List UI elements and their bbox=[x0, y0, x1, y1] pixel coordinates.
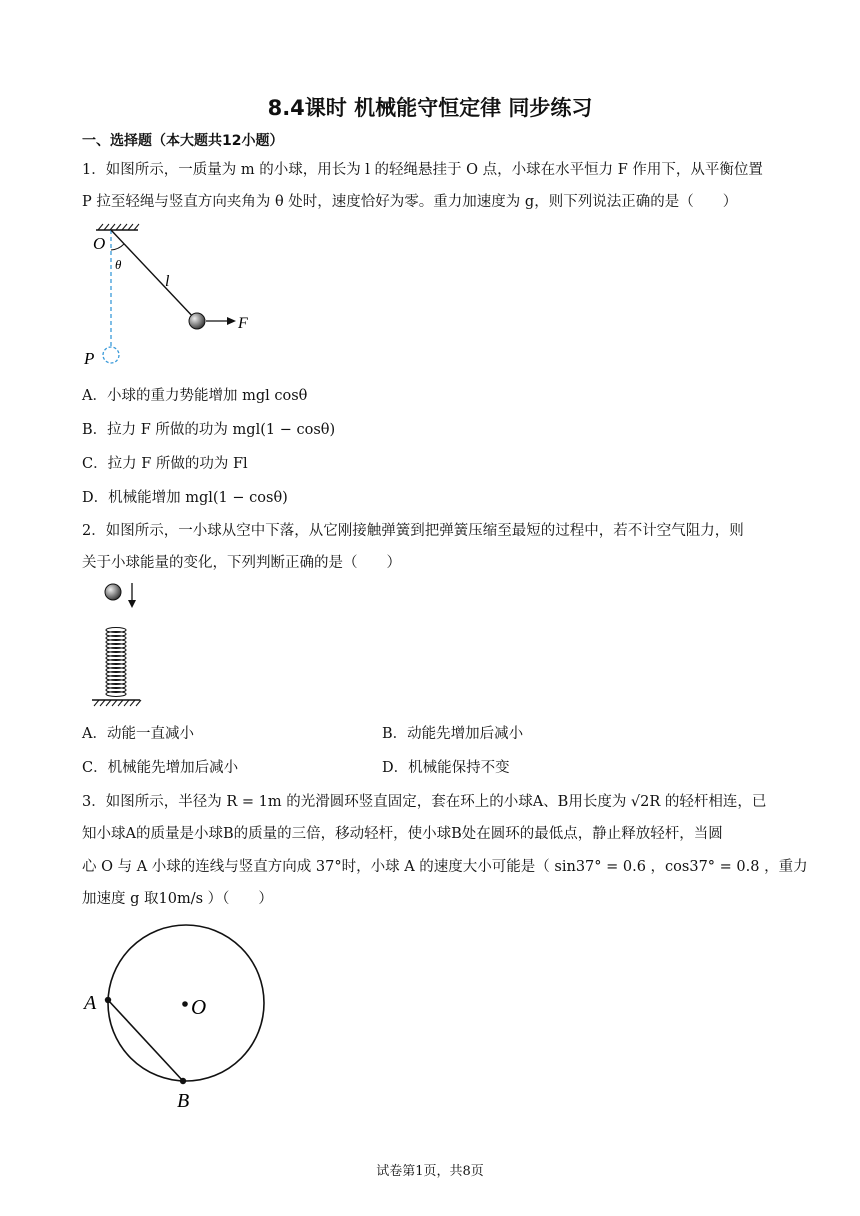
page-title: 8.4课时 机械能守恒定律 同步练习 bbox=[267, 96, 593, 120]
q1-option-c: C．拉力 F 所做的功为 Fl bbox=[82, 456, 248, 472]
q1-option-a: A．小球的重力势能增加 mgl cosθ bbox=[82, 388, 308, 404]
label-B: B bbox=[177, 1090, 190, 1112]
q3-stem-line1: 3．如图所示，半径为 R = 1m 的光滑圆环竖直固定，套在环上的小球A、B用长度为 √2R 的轻杆相连，已 bbox=[82, 794, 767, 810]
label-P: P bbox=[84, 349, 95, 368]
q2-option-b: B．动能先增加后减小 bbox=[382, 726, 524, 742]
spring-diagram bbox=[92, 578, 162, 710]
label-O: O bbox=[93, 234, 106, 253]
q2-option-d: D．机械能保持不变 bbox=[382, 760, 510, 776]
q1-stem-line1: 1．如图所示，一质量为 m 的小球，用长为 l 的轻绳悬挂于 O 点，小球在水平恒力 F 作用下，从平衡位置 bbox=[82, 162, 763, 178]
q3-stem-line2: 知小球A的质量是小球B的质量的三倍，移动轻杆，使小球B处在圆环的最低点，静止释放轻杆，当圆 bbox=[82, 826, 723, 842]
q2-option-a: A．动能一直减小 bbox=[82, 726, 194, 742]
ring-diagram bbox=[80, 918, 280, 1118]
q1-option-d: D．机械能增加 mgl(1 − cosθ) bbox=[82, 490, 288, 506]
section-heading: 一、选择题（本大题共12小题） bbox=[82, 133, 284, 149]
q1-stem-line2: P 拉至轻绳与竖直方向夹角为 θ 处时，速度恰好为零。重力加速度为 g，则下列说法正确的是（ ） bbox=[82, 194, 738, 210]
label-l: l bbox=[165, 273, 170, 290]
label-F: F bbox=[238, 315, 248, 332]
q3-stem-line4: 加速度 g 取10m/s ）（ ） bbox=[82, 891, 273, 907]
q2-stem-line1: 2．如图所示，一小球从空中下落，从它刚接触弹簧到把弹簧压缩至最短的过程中，若不计空气阻力，则 bbox=[82, 523, 744, 539]
label-O: O bbox=[191, 995, 207, 1019]
q1-option-b: B．拉力 F 所做的功为 mgl(1 − cosθ) bbox=[82, 422, 336, 438]
pendulum-diagram bbox=[82, 222, 272, 372]
q3-stem-line3: 心 O 与 A 小球的连线与竖直方向成 37°时，小球 A 的速度大小可能是（ sin37° = 0.6 ，cos37° = 0.8 ，重力 bbox=[82, 859, 808, 875]
q2-stem-line2: 关于小球能量的变化，下列判断正确的是（ ） bbox=[82, 555, 401, 571]
q2-option-c: C．机械能先增加后减小 bbox=[82, 760, 239, 776]
label-A: A bbox=[84, 992, 97, 1014]
label-theta: θ bbox=[115, 257, 122, 272]
page-footer: 试卷第1页，共8页 bbox=[376, 1164, 484, 1179]
